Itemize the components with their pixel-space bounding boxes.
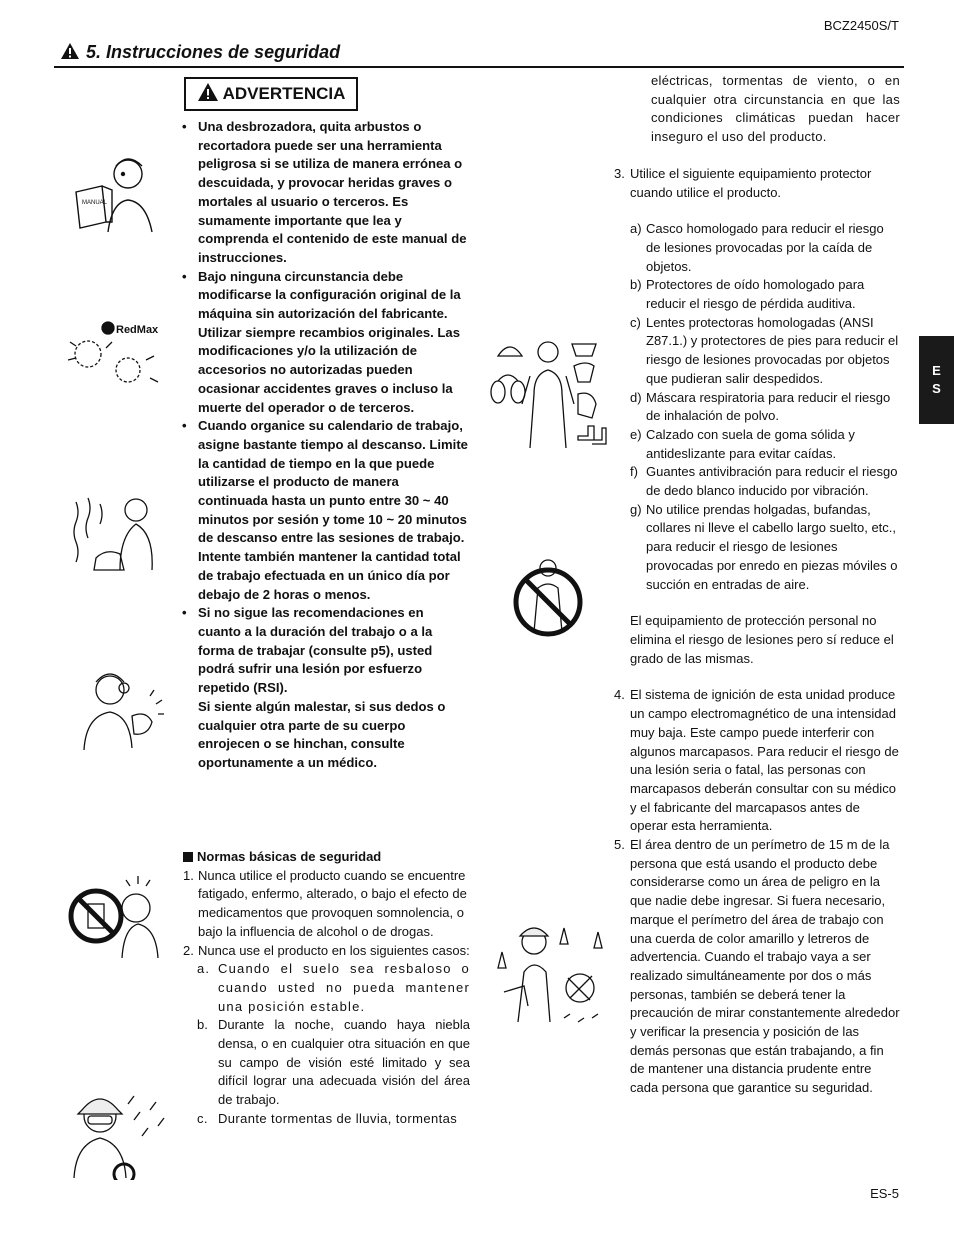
equipment-item: e) Calzado con suela de goma sólida y antideslizante para evitar caídas. <box>630 426 855 461</box>
protective-equipment-illustration <box>486 336 610 452</box>
section-title-text: 5. Instrucciones de seguridad <box>86 42 341 62</box>
rule-subitem: c. Durante tormentas de lluvia, tormentas <box>197 1110 458 1126</box>
warning-triangle-icon <box>197 82 219 107</box>
equipment-item: c) Lentes protectoras homologadas (ANSI Z87.1.) y protectores de pies para reducir el riesgo de lesiones provocadas por objetos que pudieran salir despedidos. <box>630 314 899 386</box>
danger-zone-illustration <box>494 922 618 1032</box>
basic-rules-heading: Normas básicas de seguridad <box>183 848 470 867</box>
section-title <box>60 42 340 65</box>
basic-rules <box>183 848 470 1129</box>
equipment-item: b) Protectores de oído homologado para reducir el riesgo de pérdida auditiva. <box>630 277 865 312</box>
warning-triangle-icon <box>60 42 80 65</box>
rule-item: 5. El área dentro de un perímetro de 15 m de la persona que está usando el producto debe considerarse como un área de peligro en la que nadie debe ingresar. Si fuera necesario, marque el perímetro del área de trabajo con una cuerda de color amarillo y letreros de advertencia. Cuando el trabajo vaya a ser realizado simultáneamente por dos o más personas, también se deberá tener la precaución de mirar constantemente alrededor y verificar la presencia y posición de las demás personas que están trabajando, a fin de mantener una distancia prudente entre cada persona que garantice su seguridad. <box>614 837 900 1096</box>
equipment-item: a) Casco homologado para reducir el riesgo de lesiones provocadas por la caída de objetos. <box>630 221 884 274</box>
warning-item: • Cuando organice su calendario de trabajo, asigne bastante tiempo al descanso. Limite la cantidad de tiempo en la que puede utilizarse el producto de manera continuada hasta un punto entre 30 ~ 40 minutos por sesión y tome 10 ~ 20 minutos de descanso entre las sesiones de trabajo. Intente también mantener la cantidad total de trabajo efectuada en un único día por debajo de 2 horas o menos. <box>180 417 470 604</box>
warning-item: • Una desbrozadora, quita arbustos o recortadora puede ser una herramienta peligrosa si se utiliza de manera errónea o descuidada, y provocar heridas graves o mortales al usuario o terceros. Es sumamente importante que lea y comprenda el contenido de este manual de instrucciones. <box>180 118 470 268</box>
resting-worker-illustration <box>70 492 170 576</box>
continued-text: eléctricas, tormentas de viento, o en cualquier otra circunstancia en que las condiciones climáticas puedan hacer inseguro el uso del producto. <box>651 73 900 145</box>
manual-cover-text: MANUAL <box>82 200 108 206</box>
square-bullet-icon <box>183 852 193 862</box>
equipment-item: g) No utilice prendas holgadas, bufandas, collares ni lleve el cabello largo suelto, etc., para reducir el riesgo de lesiones provocadas por enredo en piezas móviles o succión en entradas de aire. <box>630 501 898 592</box>
warning-label: ADVERTENCIA <box>222 84 346 103</box>
hand-pain-illustration <box>76 666 166 752</box>
no-loose-clothing-illustration <box>512 552 586 642</box>
no-alcohol-drugs-illustration <box>66 870 166 960</box>
rule-item: 1. Nunca utilice el producto cuando se encuentre fatigado, enfermo, alterado, o bajo el efecto de medicamentos que provoquen somnolencia, o bajo la influencia de alcohol o de drogas. <box>183 867 467 939</box>
warning-label-box <box>184 77 358 111</box>
warning-item: • Si no sigue las recomendaciones en cuanto a la duración del trabajo o a la forma de trabajar (consulte p5), usted podrá sufrir una lesión por esfuerzo repetido (RSI). Si siente algún malestar, si sus dedos o cualquier otra parte de su cuerpo enrojecen o se hinchan, consulte oportunamente a un médico. <box>180 604 470 772</box>
header-rule <box>54 66 904 68</box>
warning-extra: Si siente algún malestar, si sus dedos o cualquier otra parte de su cuerpo enrojecen o se hinchan, consulte oportunamente a un médico. <box>198 698 446 770</box>
redmax-logo: RedMax <box>116 324 159 336</box>
rule-subitem: a. Cuando el suelo sea resbaloso o cuando usted no pueda mantener una posición estable. <box>197 961 470 1014</box>
rule-subitem: b. Durante la noche, cuando haya niebla densa, o en cualquier otra situación en que su campo de visión esté limitado y sea difícil lograr una adecuada visión del área de trabajo. <box>197 1017 470 1108</box>
page-number: ES-5 <box>870 1186 899 1201</box>
right-column <box>614 72 900 1098</box>
storm-weather-illustration <box>68 1090 172 1180</box>
model-number: BCZ2450S/T <box>823 18 899 33</box>
warning-item: • Bajo ninguna circunstancia debe modificarse la configuración original de la máquina sin autorización del fabricante. Utilizar siempre recambios originales. Las modificaciones y/o la utilización de accesorios no autorizadas pueden ocasionar accidentes graves o incluso la muerte del operador o de terceros. <box>180 268 470 418</box>
protection-note: El equipamiento de protección personal no elimina el riesgo de lesiones pero sí reduce el grado de las mismas. <box>630 613 894 666</box>
equipment-item: f) Guantes antivibración para reducir el riesgo de dedo blanco inducido por vibración. <box>630 464 898 499</box>
language-tab: E S <box>919 336 954 424</box>
redmax-modification-illustration <box>66 308 170 392</box>
equipment-item: d) Máscara respiratoria para reducir el riesgo de inhalación de polvo. <box>630 389 891 424</box>
reading-manual-illustration <box>70 152 160 234</box>
rule-item: 3. Utilice el siguiente equipamiento protector cuando utilice el producto. <box>614 165 872 200</box>
rule-item: 4. El sistema de ignición de esta unidad produce un campo electromagnético de una intensidad muy baja. Este campo puede interferir con algunos marcapasos. Para reducir el riesgo de una lesión seria o fatal, las personas con marcapasos deberán consultar con su médico y el fabricante del marcapasos antes de operar esta herramienta. <box>614 687 899 834</box>
rule-item: 2. Nunca use el producto en los siguientes casos: <box>183 942 470 958</box>
warning-list <box>180 118 470 773</box>
